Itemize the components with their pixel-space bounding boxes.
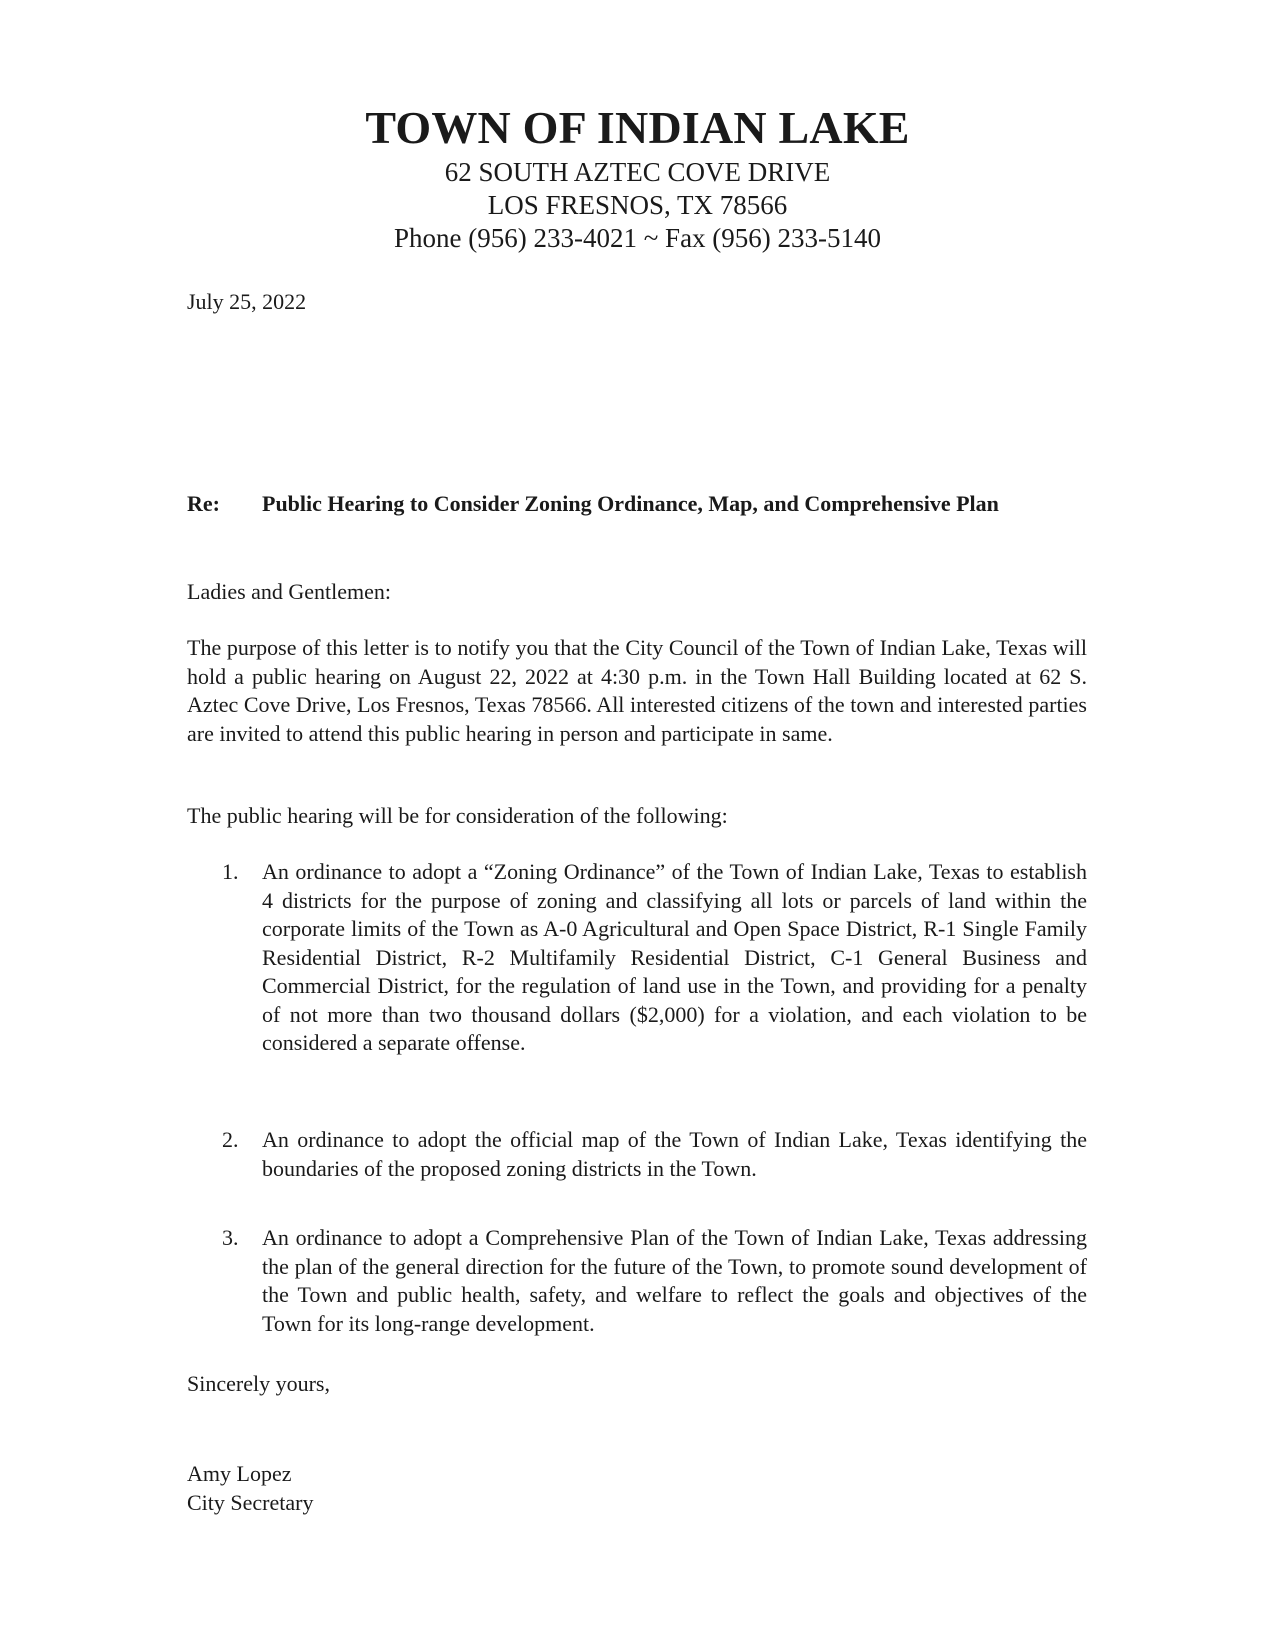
- body-paragraph-purpose: The purpose of this letter is to notify you that the City Council of the Town of Indian Lake, Texas will hold a public hearing on August 22, 2022 at 4:30 p.m. in the Town Hall Building located at 62 S. Aztec Cove Drive, Los Fresnos, Texas 78566. All interested citizens of the town and interested parties are invited to attend this public hearing in person and participate in same.: [187, 635, 1087, 746]
- letter-date: July 25, 2022: [187, 289, 307, 314]
- list-item-text: An ordinance to adopt a “Zoning Ordinance” of the Town of Indian Lake, Texas to establish 4 districts for the purpose of zoning and classifying all lots or parcels of land within the corporate limits of the Town as A-0 Agricultural and Open Space District, R-1 Single Family Residential District, R-2 Multifamily Residential District, C-1 General Business and Commercial District, for the regulation of land use in the Town, and providing for a penalty of not more than two thousand dollars ($2,000) for a violation, and each violation to be considered a separate offense.: [262, 859, 1087, 1055]
- organization-name: TOWN OF INDIAN LAKE: [365, 102, 910, 153]
- address-line-1: 62 SOUTH AZTEC COVE DRIVE: [444, 157, 831, 187]
- list-item-number: 2.: [222, 1127, 239, 1152]
- list-item: [187, 858, 1087, 1058]
- list-item-text: An ordinance to adopt the official map of the Town of Indian Lake, Texas identifying the boundaries of the proposed zoning districts in the Town.: [262, 1127, 1087, 1181]
- closing: Sincerely yours,: [187, 1371, 330, 1396]
- list-item: [187, 1126, 1087, 1183]
- contact-line: Phone (956) 233-4021 ~ Fax (956) 233-5140: [393, 223, 882, 253]
- re-label: Re:: [187, 491, 220, 516]
- list-item: [187, 1224, 1087, 1338]
- signatory-title: City Secretary: [187, 1490, 314, 1515]
- list-item-text: An ordinance to adopt a Comprehensive Plan of the Town of Indian Lake, Texas addressing the plan of the general direction for the future of the Town, to promote sound development of the Town and public health, safety, and welfare to reflect the goals and objectives of the Town for its long-range development.: [262, 1225, 1087, 1336]
- address-line-2: LOS FRESNOS, TX 78566: [487, 190, 788, 220]
- list-item-number: 1.: [222, 859, 239, 884]
- list-item-number: 3.: [222, 1225, 239, 1250]
- signatory-name: Amy Lopez: [187, 1461, 292, 1486]
- body-paragraph-consideration: The public hearing will be for consideration of the following:: [187, 803, 728, 828]
- letterhead: [0, 100, 1275, 255]
- subject-line: [187, 490, 1087, 519]
- subject-text: Public Hearing to Consider Zoning Ordinance, Map, and Comprehensive Plan: [262, 491, 999, 516]
- salutation: Ladies and Gentlemen:: [187, 579, 392, 604]
